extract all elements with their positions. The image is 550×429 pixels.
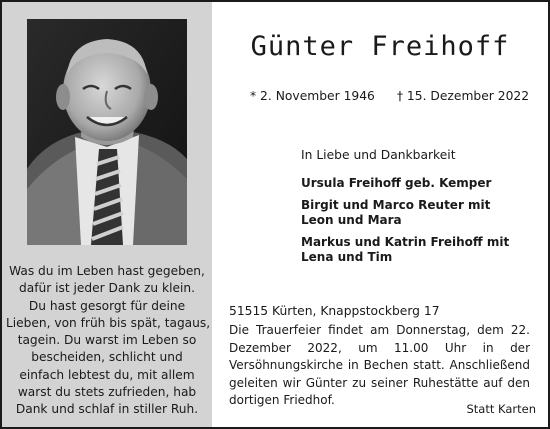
funeral-info (229, 322, 530, 410)
poem-line: Dank und schlaf in stiller Ruh. (15, 402, 199, 417)
mourner-line: Markus und Katrin Freihoff mit (301, 234, 510, 249)
birth-date: * 2. November 1946 (250, 89, 375, 103)
closing-note: Statt Karten (466, 402, 536, 416)
poem-line: Du hast gesorgt für deine (28, 298, 186, 313)
poem-line: bescheiden, schlicht und (31, 350, 183, 365)
mourners-list (301, 176, 509, 272)
funeral-line: dortigen Friedhof. (229, 393, 335, 407)
portrait-photo (27, 19, 187, 245)
life-dates (250, 89, 529, 103)
poem-line: einfach lebtest du, mit allem (19, 367, 195, 382)
poem-line: tagein. Du warst im Leben so (17, 333, 197, 348)
mourner-line: Ursula Freihoff geb. Kemper (301, 176, 492, 190)
deceased-name: Günter Freihoff (250, 31, 510, 62)
death-date: † 15. Dezember 2022 (396, 89, 530, 103)
mourner-line: Birgit und Marco Reuter mit (301, 197, 491, 212)
funeral-line: geleiten wir Günter zu seiner Ruhestätte auf den (229, 375, 530, 390)
mourner-line: Lena und Tim (301, 250, 393, 264)
mourners-intro: In Liebe und Dankbarkeit (301, 148, 456, 162)
funeral-line: Die Trauerfeier findet am Donnerstag, dem 22. (229, 323, 530, 337)
funeral-line: Versöhnungskirche in Bechen statt. Anschließend (229, 358, 530, 372)
left-panel (2, 2, 212, 427)
mourner-group (301, 176, 509, 192)
family-address: 51515 Kürten, Knappstockberg 17 (229, 304, 440, 318)
poem-verse (6, 263, 211, 419)
poem-line: Was du im Leben hast gegeben, (9, 264, 205, 278)
poem-line: warst du stets zufrieden, hab (17, 385, 197, 400)
mourner-group (301, 235, 509, 266)
poem-line: Lieben, von früh bis spät, tagaus, (6, 315, 211, 330)
mourner-line: Leon und Mara (301, 213, 402, 227)
funeral-line: Dezember 2022, um 11.00 Uhr in der (229, 340, 530, 355)
right-panel (212, 2, 548, 427)
mourner-group (301, 198, 509, 229)
poem-line: dafür ist jeder Dank zu klein. (19, 281, 195, 296)
